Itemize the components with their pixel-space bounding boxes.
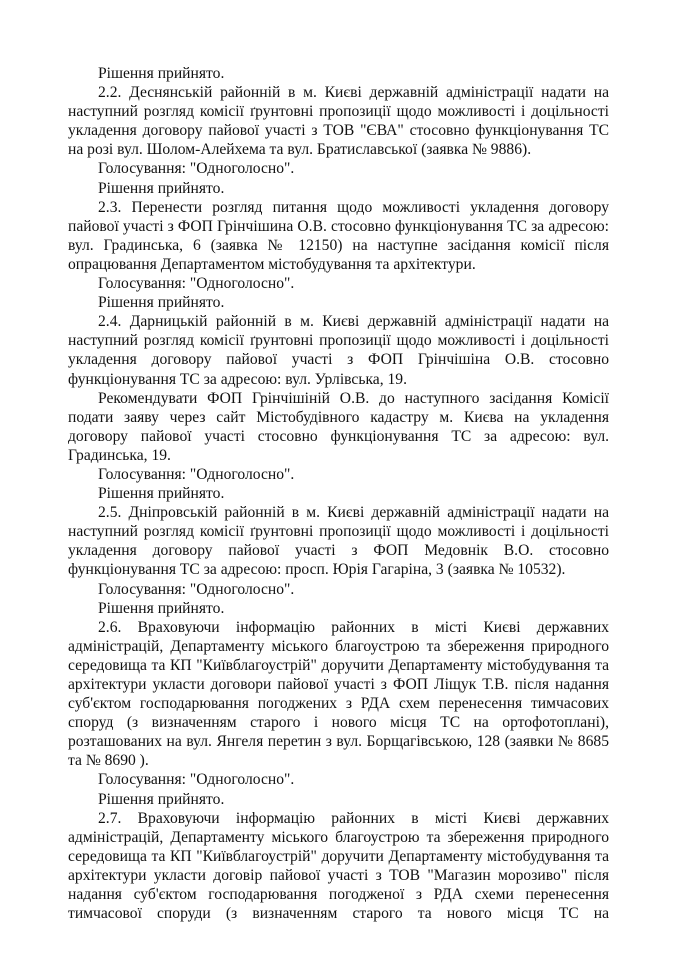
paragraph-voting-2-6: Голосування: "Одноголосно". bbox=[98, 771, 295, 789]
paragraph-voting-2-3: Голосування: "Одноголосно". bbox=[98, 275, 295, 293]
paragraph-voting-2-4: Голосування: "Одноголосно". bbox=[98, 465, 295, 483]
paragraph-item-2-3: 2.3. Перенести розгляд питання щодо можливості укладення договору пайової участі з ФОП Грінчішина О.В. стосовно функціонування ТС за адресою: вул. Градинська, 6 (заявка № 12150) на наступне засідання комісії після опрацювання Департаментом містобудування та архітектури. bbox=[68, 198, 609, 273]
paragraph-item-2-5: 2.5. Дніпровській районній в м. Києві державній адміністрації надати на наступний розгляд комісії ґрунтовні пропозиції щодо можливості і доцільності укладення договору пайової участі з ФОП Медовнік В.О. стосовно функціонування ТС за адресою: просп. Юрія Гагаріна, 3 (заявка № 10532). bbox=[68, 504, 609, 579]
paragraph-decision-2-3: Рішення прийнято. bbox=[98, 294, 225, 312]
paragraph-decision-2-4: Рішення прийнято. bbox=[98, 485, 225, 503]
paragraph-item-2-6: 2.6. Враховуючи інформацію районних в місті Києві державних адміністрацій, Департаменту міського благоустрою та збереження природного середовища та КП "Київблагоустрій" доручити Департаменту містобудування та архітектури укласти договори пайової участі з ФОП Ліщук Т.В. після надання суб'єктом господарювання погоджених з РДА схем перенесення тимчасових споруд (з визначенням старого і нового місця ТС на ортофотоплані), розташованих на вул. Янгеля перетин з вул. Борщагівською, 128 (заявки № 8685 та № 8690 ). bbox=[68, 618, 609, 770]
paragraph-decision-1: Рішення прийнято. bbox=[98, 65, 225, 82]
paragraph-voting-2-2: Голосування: "Одноголосно". bbox=[98, 160, 295, 178]
paragraph-decision-2-5: Рішення прийнято. bbox=[98, 599, 225, 617]
paragraph-decision-2-2: Рішення прийнято. bbox=[98, 179, 225, 197]
paragraph-item-2-4: 2.4. Дарницькій районній в м. Києві державній адміністрації надати на наступний розгляд комісії ґрунтовні пропозиції щодо можливості і доцільності укладення договору пайової участі з ФОП Грінчішіна О.В. стосовно функціонування ТС за адресою: вул. Урлівська, 19. bbox=[68, 313, 609, 388]
paragraph-item-2-2: 2.2. Деснянській районній в м. Києві державній адміністрації надати на наступний розгляд комісії ґрунтовні пропозиції щодо можливості і доцільності укладення договору пайової участі з ТОВ "ЄВА" стосовно функціонування ТС на розі вул. Шолом-Алейхема та вул. Братиславської (заявка № 9886). bbox=[68, 84, 609, 159]
paragraph-item-2-7: 2.7. Враховуючи інформацію районних в місті Києві державних адміністрацій, Департаменту міського благоустрою та збереження природного середовища та КП "Київблагоустрій" доручити Департаменту містобудування та архітектури укласти договір пайової участі з ТОВ "Магазин морозиво" після надання суб'єктом господарювання погодженої з РДА схеми перенесення тимчасової споруди (з визначенням старого та нового місця ТС на bbox=[68, 809, 609, 923]
paragraph-recommendation-2-4: Рекомендувати ФОП Грінчішіній О.В. до наступного засідання Комісії подати заяву через сайт Містобудівного кадастру м. Києва на укладення договору пайової участі стосовно функціонування ТС за адресою: вул. Градинська, 19. bbox=[68, 389, 609, 464]
paragraph-voting-2-5: Голосування: "Одноголосно". bbox=[98, 580, 295, 598]
paragraph-decision-2-6: Рішення прийнято. bbox=[98, 790, 225, 808]
